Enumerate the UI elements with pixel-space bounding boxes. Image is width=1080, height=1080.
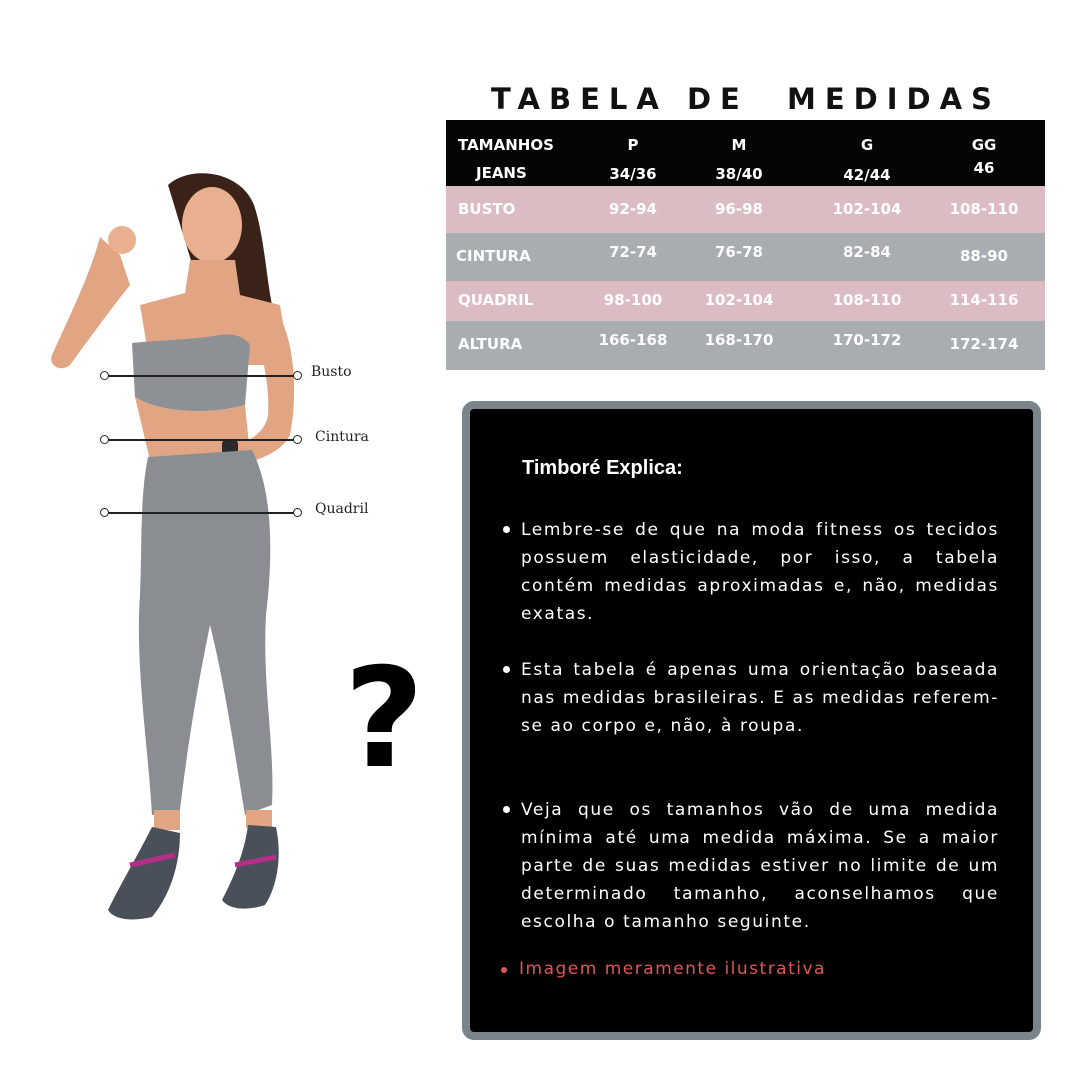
hip-measure-line (104, 512, 298, 514)
cell-value: 108-110 (832, 291, 902, 309)
header-jeans-gg: 46 (973, 159, 995, 177)
explain-bullet-1 (521, 516, 999, 628)
explain-title: Timboré Explica: (522, 457, 683, 479)
cell-value: 88-90 (960, 247, 1008, 265)
bust-label: Busto (311, 364, 352, 380)
cell-value: 114-116 (949, 291, 1019, 309)
waist-label: Cintura (315, 429, 369, 445)
bullet-dot (503, 666, 510, 673)
explain-bullet-2 (521, 656, 999, 740)
page-title: TABELA DE MEDIDAS (491, 82, 1001, 116)
cell-value: 96-98 (715, 200, 763, 218)
cell-value: 98-100 (603, 291, 663, 309)
cell-value: 102-104 (832, 200, 902, 218)
table-header-row (446, 120, 1045, 186)
cell-value: 92-94 (609, 200, 657, 218)
table-row-busto (446, 186, 1045, 233)
bust-measure-line (104, 375, 298, 377)
header-jeans-m: 38/40 (715, 165, 763, 183)
waist-left-marker (100, 435, 109, 444)
table-row-quadril (446, 281, 1045, 321)
header-jeans-g: 42/44 (843, 166, 891, 184)
waist-right-marker (293, 435, 302, 444)
bullet-text: Lembre-se de que na moda fitness os tecidos possuem elasticidade, por isso, a tabela contém medidas aproximadas e, não, medidas exatas. (521, 520, 999, 624)
header-size-gg: GG (971, 136, 997, 154)
header-size-p: P (627, 136, 639, 154)
header-tamanhos: TAMANHOS (458, 136, 554, 154)
row-label: CINTURA (456, 247, 531, 265)
question-mark: ? (344, 638, 425, 799)
cell-value: 168-170 (704, 331, 774, 349)
bust-left-marker (100, 371, 109, 380)
explain-box (462, 401, 1041, 1040)
bullet-dot (503, 526, 510, 533)
note-dot (501, 967, 507, 973)
bullet-text: Esta tabela é apenas uma orientação baseada nas medidas brasileiras. E as medidas referem-se ao corpo e, não, à roupa. (521, 660, 999, 736)
table-row-cintura (446, 233, 1045, 281)
cell-value: 102-104 (704, 291, 774, 309)
note-text: Imagem meramente ilustrativa (519, 959, 826, 979)
header-size-m: M (731, 136, 747, 154)
cell-value: 172-174 (949, 335, 1019, 353)
header-jeans-p: 34/36 (609, 165, 657, 183)
size-table (446, 120, 1045, 370)
waist-measure-line (104, 439, 298, 441)
header-jeans: JEANS (476, 164, 527, 182)
cell-value: 76-78 (715, 243, 763, 261)
bullet-text: Veja que os tamanhos vão de uma medida mínima até uma medida máxima. Se a maior parte de suas medidas estiver no limite de um determinado tamanho, aconselhamos que escolha o tamanho seguinte. (521, 800, 999, 932)
explain-bullet-3 (521, 796, 999, 936)
bust-right-marker (293, 371, 302, 380)
row-label: BUSTO (458, 200, 516, 218)
hip-label: Quadril (315, 501, 369, 517)
row-label: ALTURA (458, 335, 523, 353)
hip-left-marker (100, 508, 109, 517)
hip-right-marker (293, 508, 302, 517)
cell-value: 82-84 (843, 243, 891, 261)
cell-value: 108-110 (949, 200, 1019, 218)
cell-value: 170-172 (832, 331, 902, 349)
table-row-altura (446, 321, 1045, 370)
cell-value: 72-74 (609, 243, 657, 261)
row-label: QUADRIL (458, 291, 534, 309)
illustrative-note (519, 959, 826, 979)
model-illustration (40, 165, 320, 925)
bullet-dot (503, 806, 510, 813)
header-size-g: G (860, 136, 874, 154)
cell-value: 166-168 (598, 331, 668, 349)
